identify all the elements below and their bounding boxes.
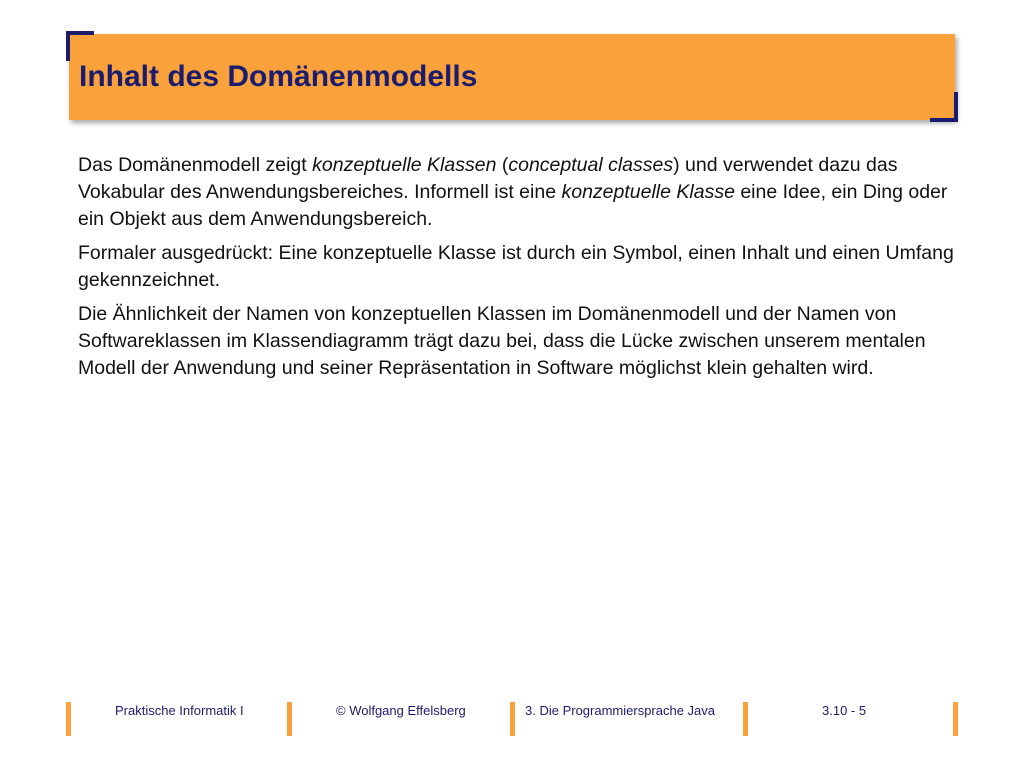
text-run: Die Ähnlichkeit der Namen von konzeptuellen Klassen im Domänenmodell und der Namen von Softwareklassen im Klassendiagramm trägt dazu bei, dass die Lücke zwischen unserem mentalen Modell der Anwendung und seiner Repräsentation in Software möglichst klein gehalten wird. bbox=[78, 303, 926, 379]
footer-chapter: 3. Die Programmiersprache Java bbox=[525, 703, 716, 718]
footer-divider bbox=[510, 702, 515, 736]
title-bar bbox=[69, 34, 955, 120]
footer-divider bbox=[66, 702, 71, 736]
slide-title: Inhalt des Domänenmodells bbox=[79, 60, 478, 93]
text-run: ( bbox=[496, 154, 509, 176]
italic-term: konzeptuelle Klasse bbox=[561, 181, 735, 203]
footer-course: Praktische Informatik I bbox=[115, 703, 244, 718]
text-run: ) und verwendet dazu das Vokabular des Anwendungsbereiches. Informell ist eine bbox=[78, 154, 898, 203]
footer-page-number: 3.10 - 5 bbox=[822, 703, 867, 718]
footer-divider bbox=[953, 702, 958, 736]
italic-term: konzeptuelle Klassen bbox=[312, 154, 497, 176]
corner-bracket-top-left-v bbox=[66, 31, 70, 61]
corner-bracket-top-left-h bbox=[66, 31, 94, 35]
paragraph bbox=[78, 152, 958, 233]
footer-divider bbox=[287, 702, 292, 736]
paragraph bbox=[78, 240, 958, 294]
text-run: eine Idee, ein Ding oder ein Objekt aus dem Anwendungsbereich. bbox=[78, 181, 948, 230]
slide-body bbox=[78, 152, 958, 389]
paragraph bbox=[78, 301, 958, 382]
text-run: Formaler ausgedrückt: Eine konzeptuelle Klasse ist durch ein Symbol, einen Inhalt und einen Umfang gekennzeichnet. bbox=[78, 242, 954, 291]
corner-bracket-bottom-right-v bbox=[954, 92, 958, 122]
text-run: Das Domänenmodell zeigt bbox=[78, 154, 313, 176]
footer bbox=[0, 690, 1024, 740]
italic-term: conceptual classes bbox=[508, 154, 674, 176]
footer-author: © Wolfgang Effelsberg bbox=[336, 703, 466, 718]
footer-divider bbox=[743, 702, 748, 736]
